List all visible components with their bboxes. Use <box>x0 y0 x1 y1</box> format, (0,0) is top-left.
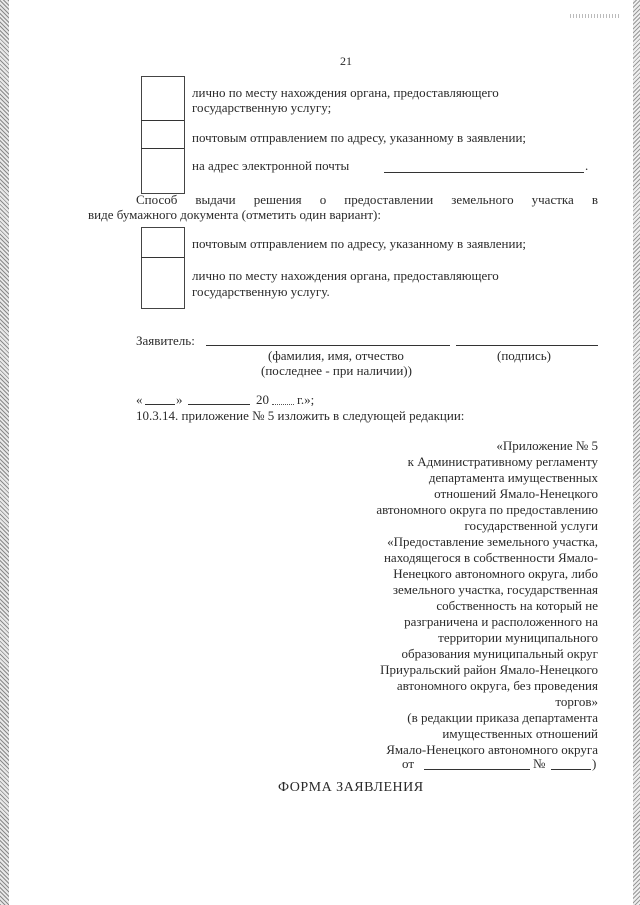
appendix-line: Приуральский район Ямало-Ненецкого <box>380 662 598 677</box>
page-number: 21 <box>340 54 352 68</box>
name-hint-2: (последнее - при наличии)) <box>261 363 412 378</box>
option-email-label: на адрес электронной почты <box>192 158 350 173</box>
method-paragraph-line1: Способ выдачи решения о предоставлении земельного участка в <box>136 192 598 207</box>
appendix-line: «Предоставление земельного участка, <box>387 534 598 549</box>
email-blank-line[interactable] <box>384 172 584 173</box>
order-close: ) <box>592 756 597 771</box>
appendix-line: собственность на который не <box>436 598 598 613</box>
appendix-line: к Административному регламенту <box>407 454 598 469</box>
appendix-line: (в редакции приказа департамента <box>407 710 598 725</box>
option-post: почтовым отправлением по адресу, указанному в заявлении; <box>192 130 527 145</box>
amendment-text: 10.3.14. приложение № 5 изложить в следующей редакции: <box>136 408 465 423</box>
option-email-trail: . <box>585 158 589 173</box>
checkbox-post[interactable] <box>142 121 182 147</box>
order-number-line[interactable] <box>551 769 591 770</box>
method-paragraph-line2: виде бумажного документа (отметить один вариант): <box>88 207 381 222</box>
appendix-line: земельного участка, государственная <box>392 582 598 597</box>
option-in-person-2-line2: государственную услугу. <box>192 284 330 299</box>
appendix-line: «Приложение № 5 <box>496 438 598 453</box>
appendix-line: территории муниципального <box>438 630 598 645</box>
date-year-suffix: г.»; <box>297 392 315 407</box>
order-number-label: № <box>533 756 546 771</box>
appendix-line: Ямало-Ненецкого автономного округа <box>386 742 598 757</box>
appendix-line: государственной услуги <box>464 518 598 533</box>
appendix-line: автономного округа по предоставлению <box>376 502 598 517</box>
name-hint: (фамилия, имя, отчество <box>268 348 404 363</box>
date-year-line[interactable] <box>272 404 294 405</box>
checkbox-in-person[interactable] <box>142 77 182 119</box>
date-day-line[interactable] <box>145 404 175 405</box>
applicant-signature-line[interactable] <box>456 345 598 346</box>
scan-edge-right <box>633 0 640 905</box>
scan-edge-left <box>0 0 9 905</box>
option-in-person-line2: государственную услугу; <box>192 100 332 115</box>
order-date-line[interactable] <box>424 769 530 770</box>
order-from-label: от <box>402 756 415 771</box>
checkbox-in-person-2[interactable] <box>142 258 182 306</box>
appendix-line: имущественных отношений <box>442 726 598 741</box>
applicant-name-line[interactable] <box>206 345 450 346</box>
appendix-line: находящегося в собственности Ямало- <box>383 550 598 565</box>
checkbox-email[interactable] <box>142 149 182 191</box>
date-open-quote: « <box>136 392 143 407</box>
applicant-label: Заявитель: <box>136 333 195 348</box>
appendix-line: автономного округа, без проведения <box>396 678 598 693</box>
signature-hint: (подпись) <box>497 348 551 363</box>
checkbox-post-2[interactable] <box>142 228 182 256</box>
appendix-line: Ненецкого автономного округа, либо <box>393 566 598 581</box>
date-month-line[interactable] <box>188 404 250 405</box>
option-in-person-2-line1: лично по месту нахождения органа, предоставляющего <box>192 268 499 283</box>
form-title: ФОРМА ЗАЯВЛЕНИЯ <box>278 780 424 795</box>
option-post-2: почтовым отправлением по адресу, указанному в заявлении; <box>192 236 527 251</box>
appendix-line: торгов» <box>555 694 598 709</box>
appendix-line: разграничена и расположенного на <box>404 614 598 629</box>
date-year-prefix: 20 <box>256 392 269 407</box>
option-in-person-line1: лично по месту нахождения органа, предоставляющего <box>192 85 499 100</box>
date-close-quote: » <box>176 392 183 407</box>
appendix-line: образования муниципальный округ <box>401 646 598 661</box>
appendix-line: отношений Ямало-Ненецкого <box>434 486 598 501</box>
scan-edge-top <box>570 14 620 18</box>
appendix-line: департамента имущественных <box>428 470 598 485</box>
